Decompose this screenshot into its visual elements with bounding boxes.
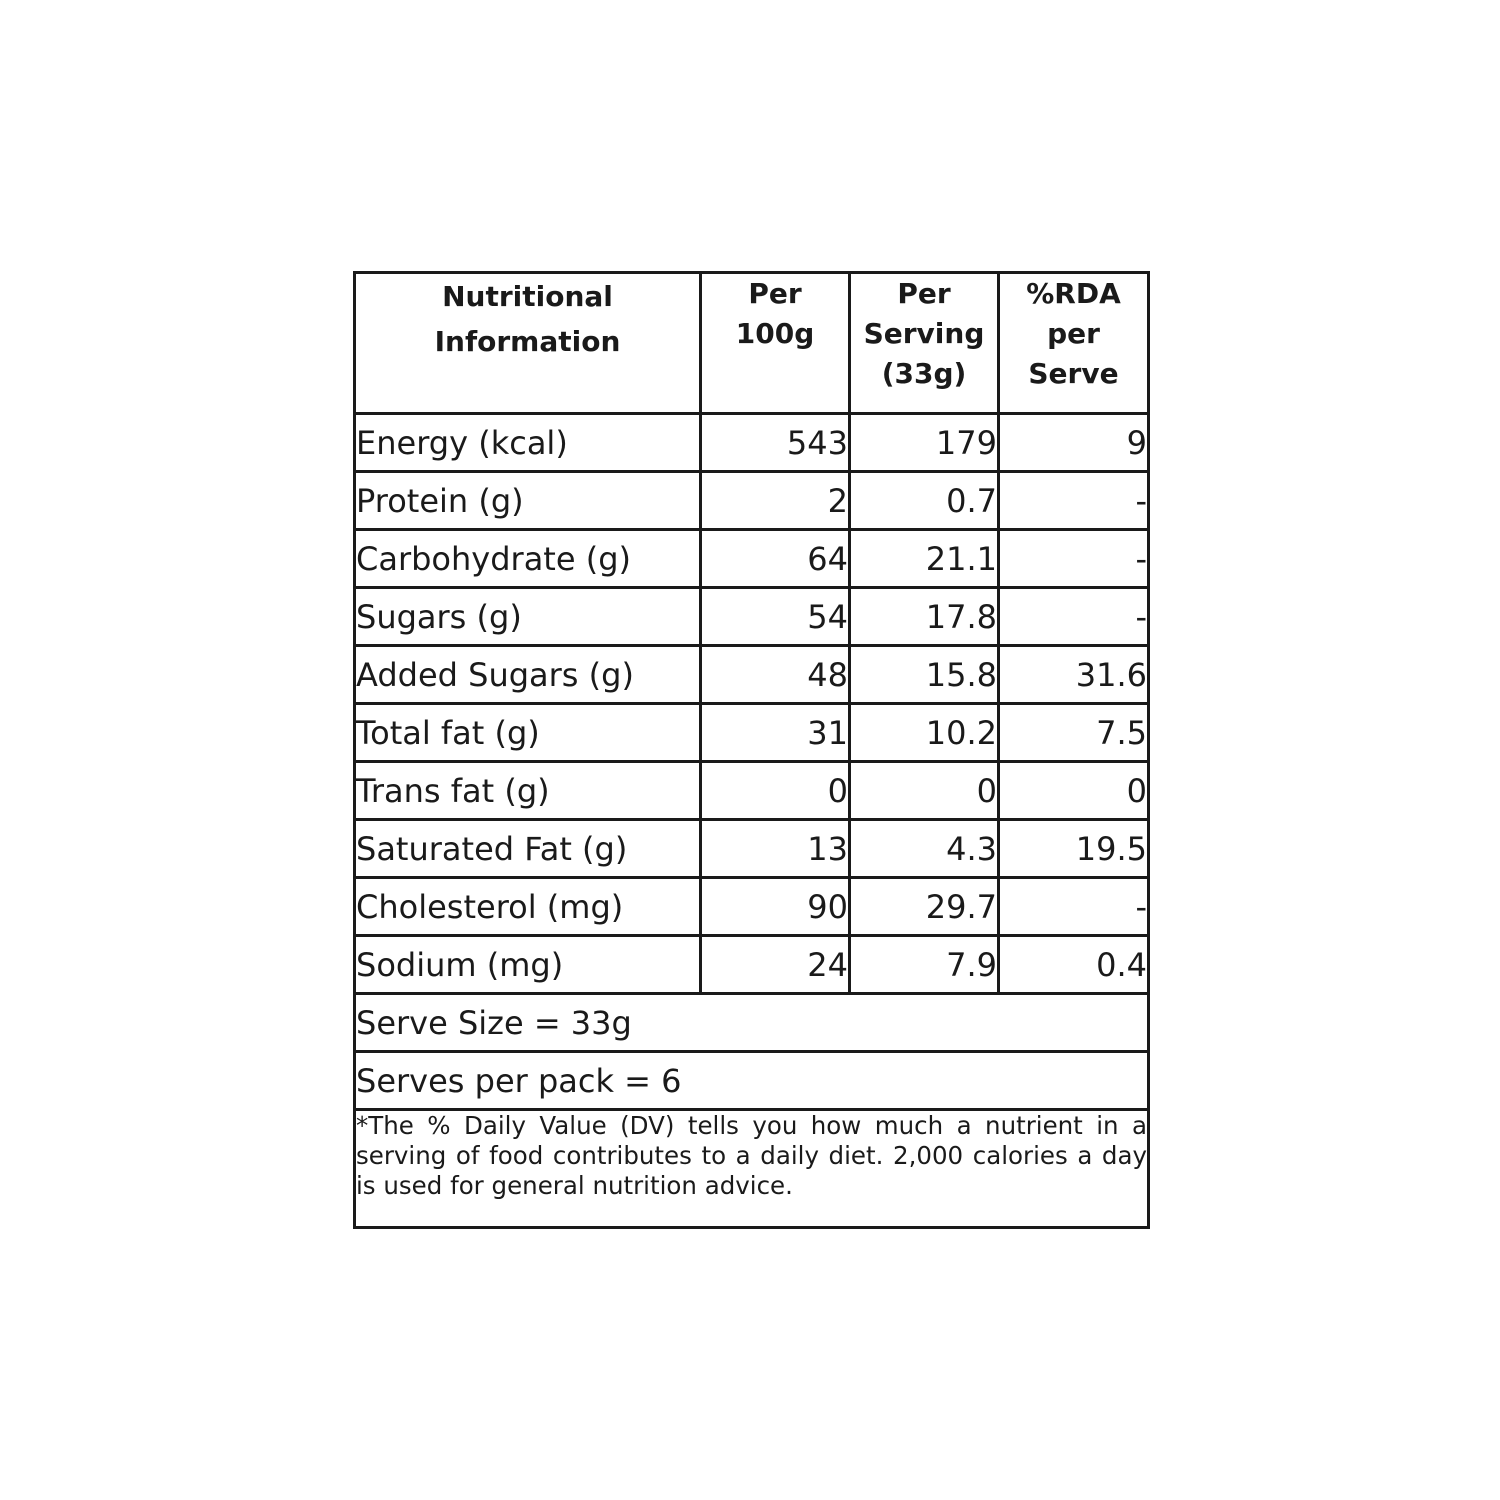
nutrition-facts-table <box>353 271 1150 1229</box>
serves-per-pack-text: Serves per pack = 6 <box>355 1052 1149 1110</box>
header-text: Nutritional <box>442 280 613 313</box>
nutrient-name: Added Sugars (g) <box>355 646 701 704</box>
rda-value: 0.4 <box>999 936 1149 994</box>
header-text: Information <box>434 325 621 358</box>
header-row <box>355 273 1149 414</box>
rda-value: - <box>999 530 1149 588</box>
rda-value: 0 <box>999 762 1149 820</box>
table-row <box>355 878 1149 936</box>
table-row <box>355 530 1149 588</box>
per-serving-value: 15.8 <box>850 646 999 704</box>
table-row <box>355 762 1149 820</box>
nutrient-name: Saturated Fat (g) <box>355 820 701 878</box>
per-100g-value: 2 <box>701 472 850 530</box>
per-100g-value: 24 <box>701 936 850 994</box>
rda-value: - <box>999 472 1149 530</box>
rda-value: - <box>999 878 1149 936</box>
nutrient-name: Protein (g) <box>355 472 701 530</box>
per-serving-value: 0 <box>850 762 999 820</box>
nutrient-name: Total fat (g) <box>355 704 701 762</box>
header-text: (33g) <box>881 357 967 390</box>
header-per-serving <box>850 273 999 414</box>
header-per-100g <box>701 273 850 414</box>
per-100g-value: 64 <box>701 530 850 588</box>
per-serving-value: 7.9 <box>850 936 999 994</box>
header-text: Per <box>897 277 951 310</box>
table-row <box>355 588 1149 646</box>
per-serving-value: 21.1 <box>850 530 999 588</box>
per-100g-value: 0 <box>701 762 850 820</box>
table-row <box>355 646 1149 704</box>
per-serving-value: 29.7 <box>850 878 999 936</box>
header-text: Per <box>748 277 802 310</box>
rda-value: 31.6 <box>999 646 1149 704</box>
nutrient-name: Energy (kcal) <box>355 414 701 472</box>
header-text: 100g <box>735 317 815 350</box>
per-100g-value: 31 <box>701 704 850 762</box>
footnote-text: *The % Daily Value (DV) tells you how much a nutrient in a serving of food contributes to a daily diet. 2,000 calories a day is used for general nutrition advice. <box>355 1110 1149 1228</box>
nutrient-name: Trans fat (g) <box>355 762 701 820</box>
table-row <box>355 704 1149 762</box>
per-100g-value: 54 <box>701 588 850 646</box>
footnote-row <box>355 1110 1149 1228</box>
header-rda-per-serve <box>999 273 1149 414</box>
rda-value: 9 <box>999 414 1149 472</box>
per-serving-value: 0.7 <box>850 472 999 530</box>
table-row <box>355 472 1149 530</box>
header-text: %RDA <box>1026 277 1121 310</box>
per-serving-value: 179 <box>850 414 999 472</box>
per-serving-value: 17.8 <box>850 588 999 646</box>
header-text: Serving <box>863 317 985 350</box>
table-row <box>355 820 1149 878</box>
serve-size-row <box>355 994 1149 1052</box>
per-100g-value: 543 <box>701 414 850 472</box>
per-100g-value: 13 <box>701 820 850 878</box>
nutrient-name: Carbohydrate (g) <box>355 530 701 588</box>
nutrient-name: Cholesterol (mg) <box>355 878 701 936</box>
per-serving-value: 4.3 <box>850 820 999 878</box>
nutrient-name: Sugars (g) <box>355 588 701 646</box>
table-row <box>355 936 1149 994</box>
table-row <box>355 414 1149 472</box>
rda-value: 7.5 <box>999 704 1149 762</box>
per-serving-value: 10.2 <box>850 704 999 762</box>
header-text: per <box>1047 317 1100 350</box>
serves-per-pack-row <box>355 1052 1149 1110</box>
rda-value: 19.5 <box>999 820 1149 878</box>
per-100g-value: 90 <box>701 878 850 936</box>
rda-value: - <box>999 588 1149 646</box>
header-nutritional-information <box>355 273 701 414</box>
per-100g-value: 48 <box>701 646 850 704</box>
serve-size-text: Serve Size = 33g <box>355 994 1149 1052</box>
nutrient-name: Sodium (mg) <box>355 936 701 994</box>
header-text: Serve <box>1028 357 1119 390</box>
